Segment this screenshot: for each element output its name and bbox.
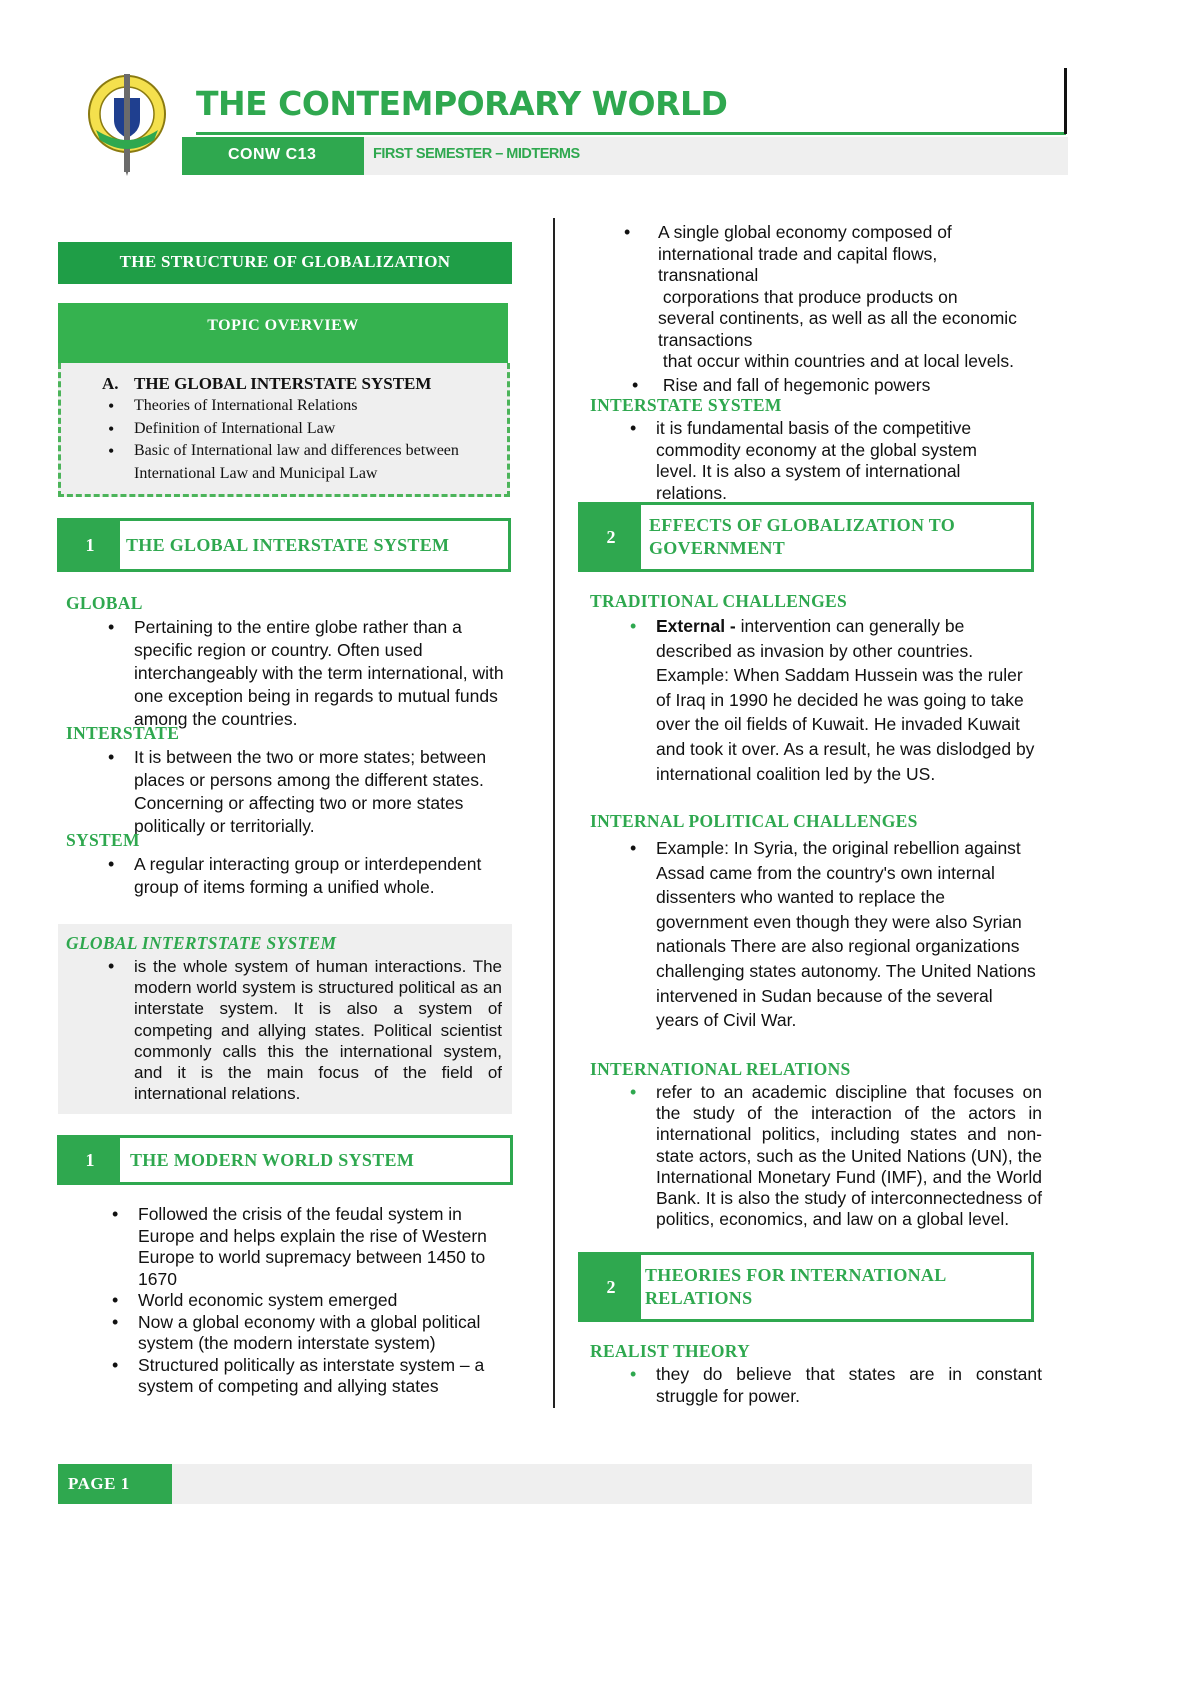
external-term: External - (656, 616, 741, 636)
title-vertical-bar (1064, 68, 1067, 134)
term-international-relations: INTERNATIONAL RELATIONS (590, 1059, 851, 1079)
column-divider (553, 218, 555, 1408)
list-item: • is the whole system of human interactions. The modern world system is structured political as an interstate system. It is also a system of competing and allying states. Political scientist commonly calls this the international system, and it is the main focus of the field of international relations. (96, 956, 502, 1104)
list-item: • refer to an academic discipline that focuses on the study of the interaction of the actors in international politics, including states and non-state actors, such as the United Nations (UN), the International Monetary Fund (IMF), and the World Bank. It is also the study of interconnectedness of politics, economics, and law on a global level. (618, 1082, 1042, 1230)
text-line: corporations that produce products on (658, 286, 958, 307)
text-line: A single global economy composed of (658, 222, 952, 242)
gis-definition (96, 956, 502, 1104)
list-item (618, 614, 1038, 786)
list-item: • it is fundamental basis of the competitive commodity economy at the global system level. It is also a system of international relations. (618, 418, 1018, 504)
university-seal-icon (84, 70, 170, 176)
document-title: THE CONTEMPORARY WORLD (196, 84, 728, 123)
modern-world-system-list (100, 1204, 516, 1398)
list-item: • World economic system emerged (100, 1290, 516, 1312)
page-number: PAGE 1 (68, 1474, 130, 1493)
section-title: THE GLOBAL INTERSTATE SYSTEM (126, 534, 450, 555)
gis-label: GLOBAL INTERTSTATE SYSTEM (66, 933, 337, 953)
global-economy-text (658, 222, 1058, 373)
term-interstate: INTERSTATE (66, 723, 180, 743)
term-system: SYSTEM (66, 830, 140, 850)
section-header-global-interstate (57, 518, 511, 572)
section-number: 1 (60, 521, 120, 569)
global-definition (96, 616, 516, 731)
list-item: • Rise and fall of hegemonic powers (620, 374, 1040, 397)
term-internal-political-challenges: INTERNAL POLITICAL CHALLENGES (590, 811, 918, 831)
list-item: • Basic of International law and differences between International Law and Municipal Law (96, 440, 496, 485)
realist-theory-list (618, 1364, 1042, 1407)
list-item: • It is between the two or more states; between places or persons among the different states. Concerning or affecting two or more states politically or territorially. (96, 746, 516, 838)
section-header-modern-world-system (57, 1135, 513, 1185)
text-line: transnational (658, 265, 759, 285)
term-global: GLOBAL (66, 593, 143, 613)
international-relations-list (618, 1082, 1042, 1230)
term-realist-theory: REALIST THEORY (590, 1341, 751, 1361)
title-rule (196, 132, 1066, 135)
list-item: • Followed the crisis of the feudal system in Europe and helps explain the rise of Western Europe to world supremacy between 1450 to 1670 (100, 1204, 516, 1290)
text-line: international trade and capital flows, (658, 243, 938, 264)
text-line: transactions (658, 329, 753, 350)
external-text: intervention can generally be described as invasion by other countries. Example: When Saddam Hussein was the ruler of Iraq in 1990 he decided he was going to take over the oil fields of Kuwait. He invaded Kuwait and took it over. As a result, he was dislodged by international coalition led by the US. (656, 616, 1035, 784)
list-item: • Example: In Syria, the original rebellion against Assad came from the country's own internal dissenters who wanted to replace the government even though they were also Syrian nationals There are also regional organizations challenging states autonomy. The United Nations intervened in Sudan because of the several years of Civil War. (618, 836, 1038, 1033)
section-title: EFFECTS OF GLOBALIZATION TO GOVERNMENT (649, 515, 956, 558)
overview-heading: THE GLOBAL INTERSTATE SYSTEM (134, 374, 432, 393)
text-line: several continents, as well as all the economic (658, 308, 1017, 328)
topic-banner-label: THE STRUCTURE OF GLOBALIZATION (119, 252, 451, 271)
section-header-effects-of-globalization (578, 502, 1034, 572)
footer-bar (58, 1464, 1032, 1504)
course-code: CONW C13 (228, 146, 317, 163)
section-title: THEORIES FOR INTERNATIONAL RELATIONS (645, 1265, 946, 1308)
list-item: • Pertaining to the entire globe rather than a specific region or country. Often used interchangeably with the term international, with one exception being in regards to mutual funds among the countries. (96, 616, 516, 731)
list-item: • Theories of International Relations (96, 395, 496, 418)
hegemonic-list (620, 374, 1040, 397)
interstate-system-definition (618, 418, 1018, 504)
list-item: • they do believe that states are in constant struggle for power. (618, 1364, 1042, 1407)
list-item: • A regular interacting group or interdependent group of items forming a unified whole. (96, 853, 516, 899)
term-traditional-challenges: TRADITIONAL CHALLENGES (590, 591, 848, 611)
list-item: • Structured politically as interstate system – a system of competing and allying states (100, 1355, 516, 1398)
section-number: 1 (60, 1138, 120, 1182)
section-number: 2 (581, 505, 641, 569)
traditional-challenges-list (618, 614, 1038, 786)
interstate-definition (96, 746, 516, 838)
list-item: • Now a global economy with a global political system (the modern interstate system) (100, 1312, 516, 1355)
overview-list (96, 395, 496, 485)
overview-heading-marker: A. (102, 374, 119, 393)
section-number: 2 (581, 1255, 641, 1319)
list-item: • Definition of International Law (96, 418, 496, 441)
term-interstate-system: INTERSTATE SYSTEM (590, 395, 782, 415)
internal-challenges-list (618, 836, 1038, 1033)
section-title: THE MODERN WORLD SYSTEM (130, 1149, 415, 1170)
topic-overview-title: TOPIC OVERVIEW (207, 317, 359, 334)
system-definition (96, 853, 516, 899)
section-header-theories-ir (578, 1252, 1034, 1322)
semester-label: FIRST SEMESTER – MIDTERMS (373, 146, 580, 162)
bullet-dot: • (624, 222, 631, 242)
text-line: that occur within countries and at local levels. (658, 351, 1015, 371)
